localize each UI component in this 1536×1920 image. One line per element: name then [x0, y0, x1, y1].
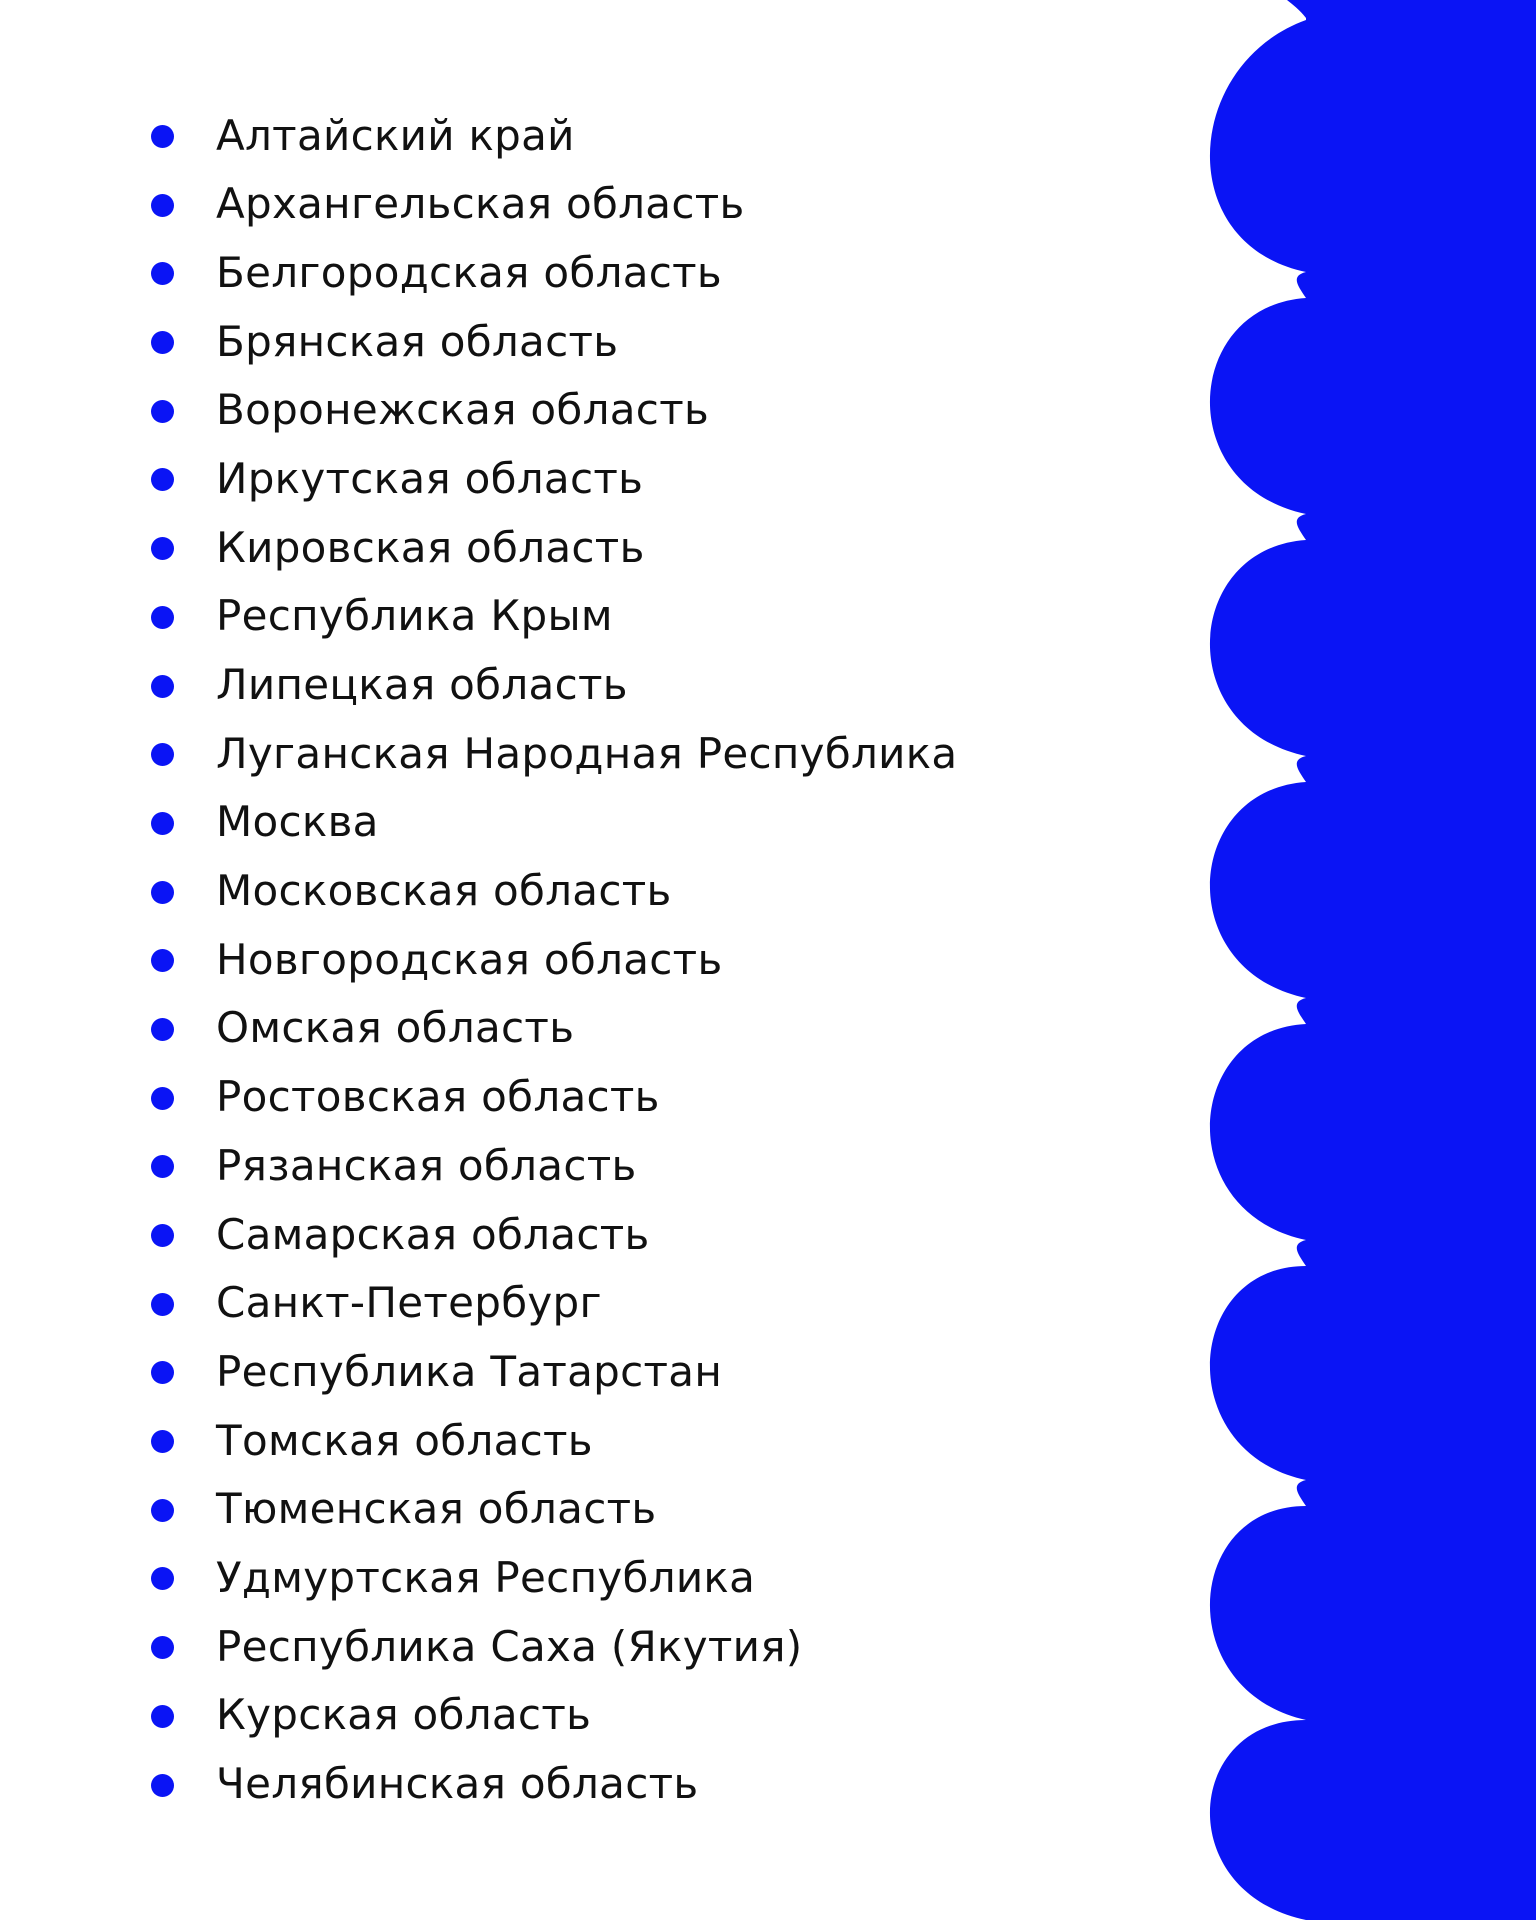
region-label: Алтайский край [216, 110, 575, 160]
bullet-dot-icon [151, 331, 174, 354]
region-label: Самарская область [216, 1209, 650, 1259]
bullet-dot-icon [151, 1224, 174, 1247]
region-label: Омская область [216, 1003, 575, 1053]
region-label: Московская область [216, 866, 672, 916]
region-label: Липецкая область [216, 660, 628, 709]
region-label: Челябинская область [216, 1759, 699, 1808]
bullet-dot-icon [151, 125, 174, 148]
bullet-dot-icon [151, 606, 174, 629]
region-label: Республика Крым [216, 591, 613, 641]
bullet-dot-icon [151, 1018, 174, 1041]
region-label: Санкт-Петербург [216, 1278, 602, 1328]
region-label: Удмуртская Республика [216, 1552, 756, 1602]
region-label: Рязанская область [216, 1140, 637, 1190]
bullet-dot-icon [151, 537, 174, 560]
bullet-dot-icon [151, 1087, 174, 1110]
region-label: Луганская Народная Республика [216, 728, 958, 778]
bullet-dot-icon [151, 1705, 174, 1728]
bullet-dot-icon [151, 400, 174, 423]
region-label: Кировская область [216, 522, 645, 572]
bullet-dot-icon [151, 194, 174, 217]
region-label: Ростовская область [216, 1072, 660, 1122]
bullet-dot-icon [151, 881, 174, 904]
region-label: Тюменская область [216, 1484, 657, 1534]
bullet-dot-icon [151, 1430, 174, 1453]
region-label: Курская область [216, 1690, 592, 1740]
wave-shape [1210, 0, 1536, 1920]
bullet-dot-icon [151, 812, 174, 835]
bullet-dot-icon [151, 1636, 174, 1659]
bullet-dot-icon [151, 1499, 174, 1522]
bullet-dot-icon [151, 675, 174, 698]
region-label: Брянская область [216, 316, 619, 366]
region-label: Новгородская область [216, 934, 723, 984]
region-label: Москва [216, 797, 379, 847]
region-label: Архангельская область [216, 179, 745, 229]
region-label: Воронежская область [216, 385, 710, 435]
region-label: Иркутская область [216, 453, 644, 503]
bullet-dot-icon [151, 1774, 174, 1797]
region-label: Белгородская область [216, 247, 722, 297]
region-label: Томская область [216, 1415, 593, 1465]
bullet-dot-icon [151, 1293, 174, 1316]
region-label: Республика Саха (Якутия) [216, 1621, 803, 1671]
region-label: Республика Татарстан [216, 1346, 723, 1396]
